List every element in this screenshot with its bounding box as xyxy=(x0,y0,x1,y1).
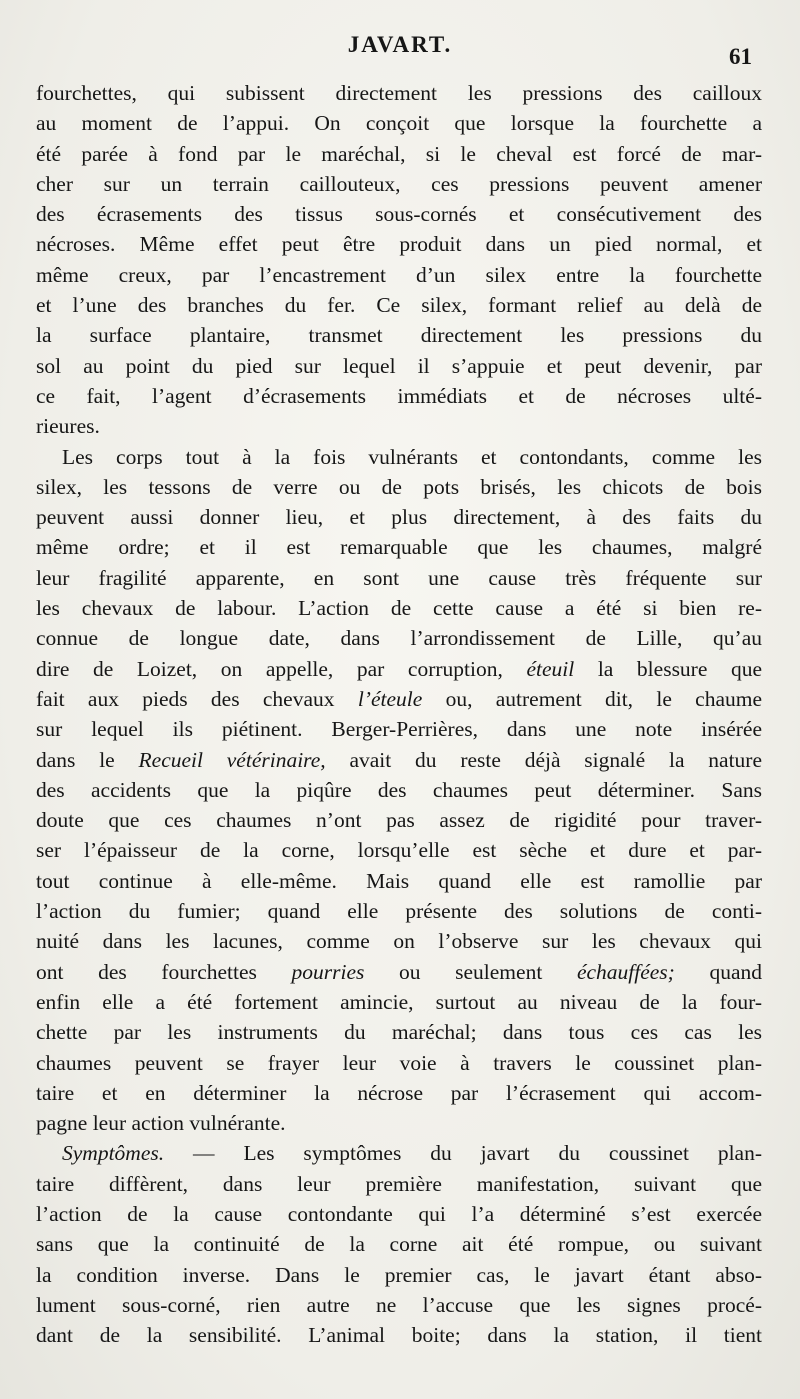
text-line xyxy=(36,654,762,684)
text-segment: — Les symptômes du javart du coussinet plan- xyxy=(193,1141,763,1166)
text-line: sur lequel ils piétinent. Berger-Perrières, dans une note insérée xyxy=(36,717,762,742)
text-line: lument sous-corné, rien autre ne l’accuse que les signes procé- xyxy=(36,1292,762,1317)
text-line: silex, les tessons de verre ou de pots brisés, les chicots de bois xyxy=(36,474,762,499)
text-line: l’action de la cause contondante qui l’a déterminé s’est exercée xyxy=(36,1201,762,1226)
text-segment: ont des fourchettes xyxy=(36,959,257,984)
text-line: dant de la sensibilité. L’animal boite; dans la station, il tient xyxy=(36,1323,762,1348)
text-line: nécroses. Même effet peut être produit dans un pied normal, et xyxy=(36,232,762,257)
text-line: connue de longue date, dans l’arrondissement de Lille, qu’au xyxy=(36,626,762,651)
text-line: sans que la continuité de la corne ait été rompue, ou suivant xyxy=(36,1232,762,1257)
text-line: fourchettes, qui subissent directement les pressions des cailloux xyxy=(36,81,762,105)
text-segment: quand xyxy=(709,959,763,984)
text-line: tout continue à elle-même. Mais quand elle est ramollie par xyxy=(36,868,762,893)
text-line: la condition inverse. Dans le premier cas, le javart étant abso- xyxy=(36,1262,762,1287)
text-line: enfin elle a été fortement amincie, surtout au niveau de la four- xyxy=(36,989,762,1014)
text-line: même creux, par l’encastrement d’un silex entre la fourchette xyxy=(36,262,762,287)
italic-term: éteuil xyxy=(526,656,575,681)
text-line xyxy=(36,684,762,714)
text-segment: fait aux pieds des chevaux xyxy=(36,686,335,711)
text-line: les chevaux de labour. L’action de cette cause a été si bien re- xyxy=(36,596,762,621)
paragraph-start xyxy=(36,1138,762,1168)
text-line: doute que ces chaumes n’ont pas assez de rigidité pour traver- xyxy=(36,808,762,833)
text-segment: la blessure que xyxy=(597,656,763,681)
text-segment: dire de Loizet, on appelle, par corruption, xyxy=(36,656,503,681)
text-line xyxy=(36,745,762,775)
page-number: 61 xyxy=(729,44,752,69)
text-line: rieures. xyxy=(36,414,100,439)
text-line: même ordre; et il est remarquable que les chaumes, malgré xyxy=(36,535,762,560)
text-line: pagne leur action vulnérante. xyxy=(36,1111,286,1136)
running-title: JAVART. xyxy=(347,32,453,57)
text-line xyxy=(36,957,762,987)
text-line: ce fait, l’agent d’écrasements immédiats et de nécroses ulté- xyxy=(36,383,762,408)
text-line: peuvent aussi donner lieu, et plus directement, à des faits du xyxy=(36,505,762,530)
italic-title: Recueil vétérinaire, xyxy=(138,747,326,772)
section-heading: Symptômes. xyxy=(62,1141,165,1166)
italic-term: échauffées; xyxy=(576,959,675,984)
text-line: au moment de l’appui. On conçoit que lorsque la fourchette a xyxy=(36,111,762,136)
text-line: sol au point du pied sur lequel il s’appuie et peut devenir, par xyxy=(36,353,762,378)
paragraph-start: Les corps tout à la fois vulnérants et contondants, comme les xyxy=(62,444,762,469)
text-line: ser l’épaisseur de la corne, lorsqu’elle est sèche et dure et par- xyxy=(36,838,762,863)
text-line: chaumes peuvent se frayer leur voie à travers le coussinet plan- xyxy=(36,1050,762,1075)
body-text xyxy=(36,78,762,1350)
text-line: des accidents que la piqûre des chaumes peut déterminer. Sans xyxy=(36,777,762,802)
text-segment: dans le xyxy=(36,747,115,772)
text-line: taire diffèrent, dans leur première manifestation, suivant que xyxy=(36,1171,762,1196)
text-segment: ou, autrement dit, le chaume xyxy=(445,686,763,711)
italic-term: pourries xyxy=(291,959,365,984)
text-line: des écrasements des tissus sous-cornés et consécutivement des xyxy=(36,202,762,227)
text-line: chette par les instruments du maréchal; dans tous ces cas les xyxy=(36,1020,762,1045)
text-line: taire et en déterminer la nécrose par l’écrasement qui accom- xyxy=(36,1080,762,1105)
text-line: leur fragilité apparente, en sont une cause très fréquente sur xyxy=(36,565,762,590)
text-segment: ou seulement xyxy=(399,959,543,984)
text-segment: avait du reste déjà signalé la nature xyxy=(349,747,763,772)
text-line: été parée à fond par le maréchal, si le cheval est forcé de mar- xyxy=(36,141,762,166)
page-header xyxy=(0,30,800,70)
italic-term: l’éteule xyxy=(357,686,423,711)
text-line: et l’une des branches du fer. Ce silex, formant relief au delà de xyxy=(36,293,762,318)
text-line: nuité dans les lacunes, comme on l’observe sur les chevaux qui xyxy=(36,929,762,954)
text-line: l’action du fumier; quand elle présente des solutions de conti- xyxy=(36,899,762,924)
text-line: la surface plantaire, transmet directement les pressions du xyxy=(36,323,762,348)
text-line: cher sur un terrain caillouteux, ces pressions peuvent amener xyxy=(36,171,762,196)
